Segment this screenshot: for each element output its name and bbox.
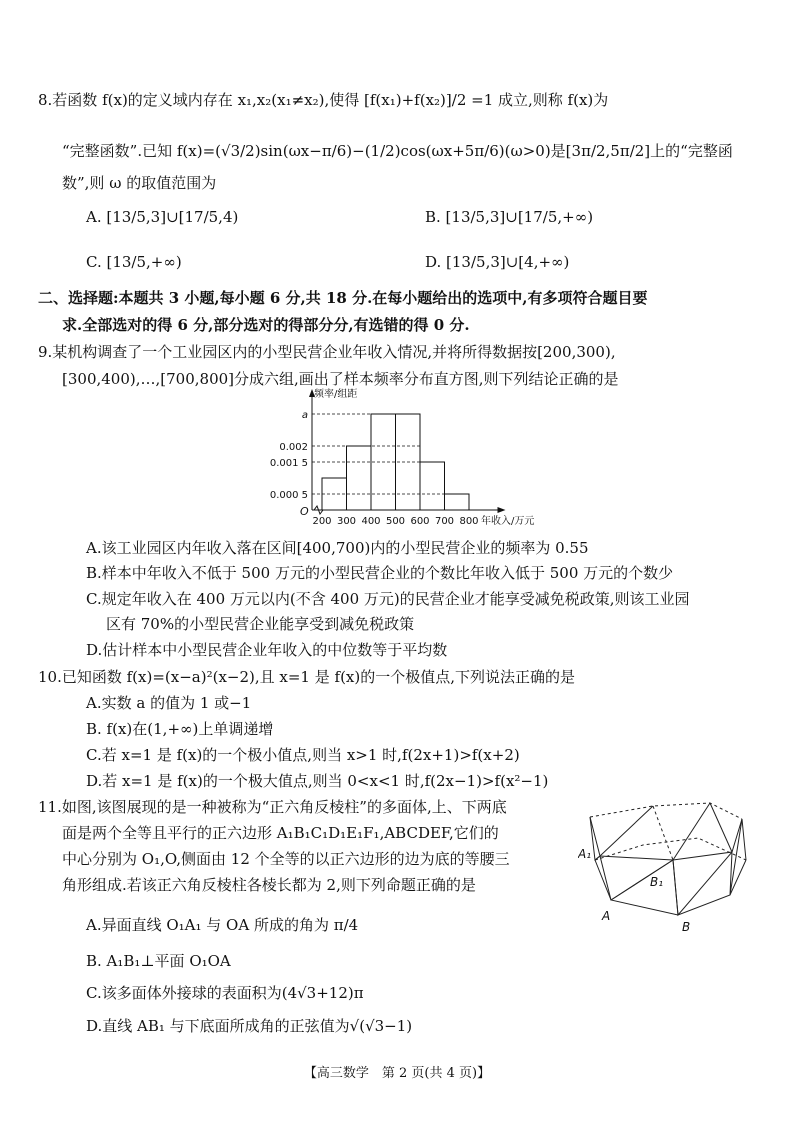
q11-line3: 中心分别为 O₁,O,侧面由 12 个全等的以正六边形的边为底的等腰三 bbox=[62, 850, 510, 868]
label-b: B bbox=[682, 920, 691, 934]
x-tick-label: 200 bbox=[312, 516, 332, 527]
side-edge-top4 bbox=[673, 803, 710, 860]
q10-option-d: D.若 x=1 是 f(x)的一个极大值点,则当 0<x<1 时,f(2x−1)>f(x²−1) bbox=[86, 772, 549, 790]
q8-option-c: C. [13/5,+∞) bbox=[86, 253, 182, 271]
x-axis-label: 年收入/万元 bbox=[481, 516, 535, 527]
section2-line1: 二、选择题:本题共 3 小题,每小题 6 分,共 18 分.在每小题给出的选项中,有多项符合题目要 bbox=[38, 289, 648, 307]
y-tick-label: a bbox=[301, 410, 308, 421]
y-tick-label: 0.000 5 bbox=[270, 490, 308, 501]
q8-line2: “完整函数”.已知 f(x)=(√3/2)sin(ωx−π/6)−(1/2)cos(ωx+5π/6)(ω>0)是[3π/2,5π/2]上的“完整函 bbox=[62, 142, 733, 160]
hexagonal-antiprism-figure bbox=[578, 800, 748, 935]
histogram-bar bbox=[445, 494, 470, 510]
side-edge-b1-b bbox=[673, 860, 678, 915]
q9-option-a: A.该工业园区内年收入落在区间[400,700)内的小型民营企业的频率为 0.55 bbox=[86, 539, 589, 557]
q11-line2: 面是两个全等且平行的正六边形 A₁B₁C₁D₁E₁F₁,ABCDEF,它们的 bbox=[62, 824, 499, 842]
q11-option-a: A.异面直线 O₁A₁ 与 OA 所成的角为 π/4 bbox=[86, 916, 359, 934]
q10-option-c: C.若 x=1 是 f(x)的一个极小值点,则当 x>1 时,f(2x+1)>f(x+2) bbox=[86, 746, 520, 764]
q11-option-d: D.直线 AB₁ 与下底面所成角的正弦值为√(√3−1) bbox=[86, 1017, 413, 1035]
q9-option-d: D.估计样本中小型民营企业年收入的中位数等于平均数 bbox=[86, 641, 448, 659]
q11-line1: 11.如图,该图展现的是一种被称为“正六角反棱柱”的多面体,上、下两底 bbox=[38, 798, 507, 816]
q8-line1: 8.若函数 f(x)的定义域内存在 x₁,x₂(x₁≠x₂),使得 [f(x₁)+f(x₂)]/2 =1 成立,则称 f(x)为 bbox=[38, 91, 609, 109]
q9-option-c-line2: 区有 70%的小型民营企业能享受到减免税政策 bbox=[106, 615, 415, 633]
q9-option-c-line1: C.规定年收入在 400 万元以内(不含 400 万元)的民营企业才能享受减免税政策,则该工业园 bbox=[86, 590, 690, 608]
label-a: A bbox=[602, 909, 611, 923]
x-tick-label: 700 bbox=[434, 516, 455, 527]
q11-option-c: C.该多面体外接球的表面积为(4√3+12)π bbox=[86, 984, 364, 1002]
q9-line1: 9.某机构调查了一个工业园区内的小型民营企业年收入情况,并将所得数据按[200,300), bbox=[38, 343, 616, 361]
histogram-bar bbox=[420, 462, 445, 510]
q11-line4: 角形组成.若该正六角反棱柱各棱长都为 2,则下列命题正确的是 bbox=[62, 876, 476, 894]
label-b1: B₁ bbox=[650, 875, 664, 889]
x-tick-label: 300 bbox=[336, 516, 357, 527]
x-tick-label: 500 bbox=[385, 516, 406, 527]
side-edge-top bbox=[653, 806, 673, 860]
bottom-hexagon-front bbox=[595, 860, 746, 915]
y-axis-label: 频率/组距 bbox=[314, 389, 358, 400]
label-a1: A₁ bbox=[578, 847, 592, 861]
x-tick-label: 800 bbox=[459, 516, 479, 527]
q10-option-b: B. f(x)在(1,+∞)上单调递增 bbox=[86, 720, 274, 738]
q10-option-a: A.实数 a 的值为 1 或−1 bbox=[86, 694, 252, 712]
y-tick-label: 0.001 5 bbox=[270, 458, 308, 469]
q10-line1: 10.已知函数 f(x)=(x−a)²(x−2),且 x=1 是 f(x)的一个极值点,下列说法正确的是 bbox=[38, 668, 575, 686]
side-edge-a-b1 bbox=[611, 860, 673, 900]
frequency-histogram bbox=[270, 385, 610, 535]
q9-option-b: B.样本中年收入不低于 500 万元的小型民营企业的个数比年收入低于 500 万元的个数少 bbox=[86, 564, 674, 582]
section2-line2: 求.全部选对的得 6 分,部分选对的得部分分,有选错的得 0 分. bbox=[62, 316, 470, 334]
q8-line3: 数”,则 ω 的取值范围为 bbox=[62, 174, 217, 192]
x-tick-label: 600 bbox=[410, 516, 430, 527]
x-axis-arrow bbox=[498, 507, 506, 513]
top-hexagon-back bbox=[590, 803, 742, 819]
q11-option-b: B. A₁B₁⊥平面 O₁OA bbox=[86, 952, 231, 970]
x-tick-label: 400 bbox=[361, 516, 381, 527]
q8-option-b: B. [13/5,3]∪[17/5,+∞) bbox=[425, 208, 594, 226]
histogram-bar bbox=[347, 446, 372, 510]
origin-label: O bbox=[300, 505, 309, 518]
page-footer: 【高三数学 第 2 页(共 4 页)】 bbox=[303, 1066, 491, 1081]
q9-line2: [300,400),…,[700,800]分成六组,画出了样本频率分布直方图,则下列结论正确的是 bbox=[62, 370, 619, 388]
y-tick-label: 0.002 bbox=[279, 442, 308, 453]
q8-option-a: A. [13/5,3]∪[17/5,4) bbox=[86, 208, 239, 226]
q8-option-d: D. [13/5,3]∪[4,+∞) bbox=[425, 253, 570, 271]
